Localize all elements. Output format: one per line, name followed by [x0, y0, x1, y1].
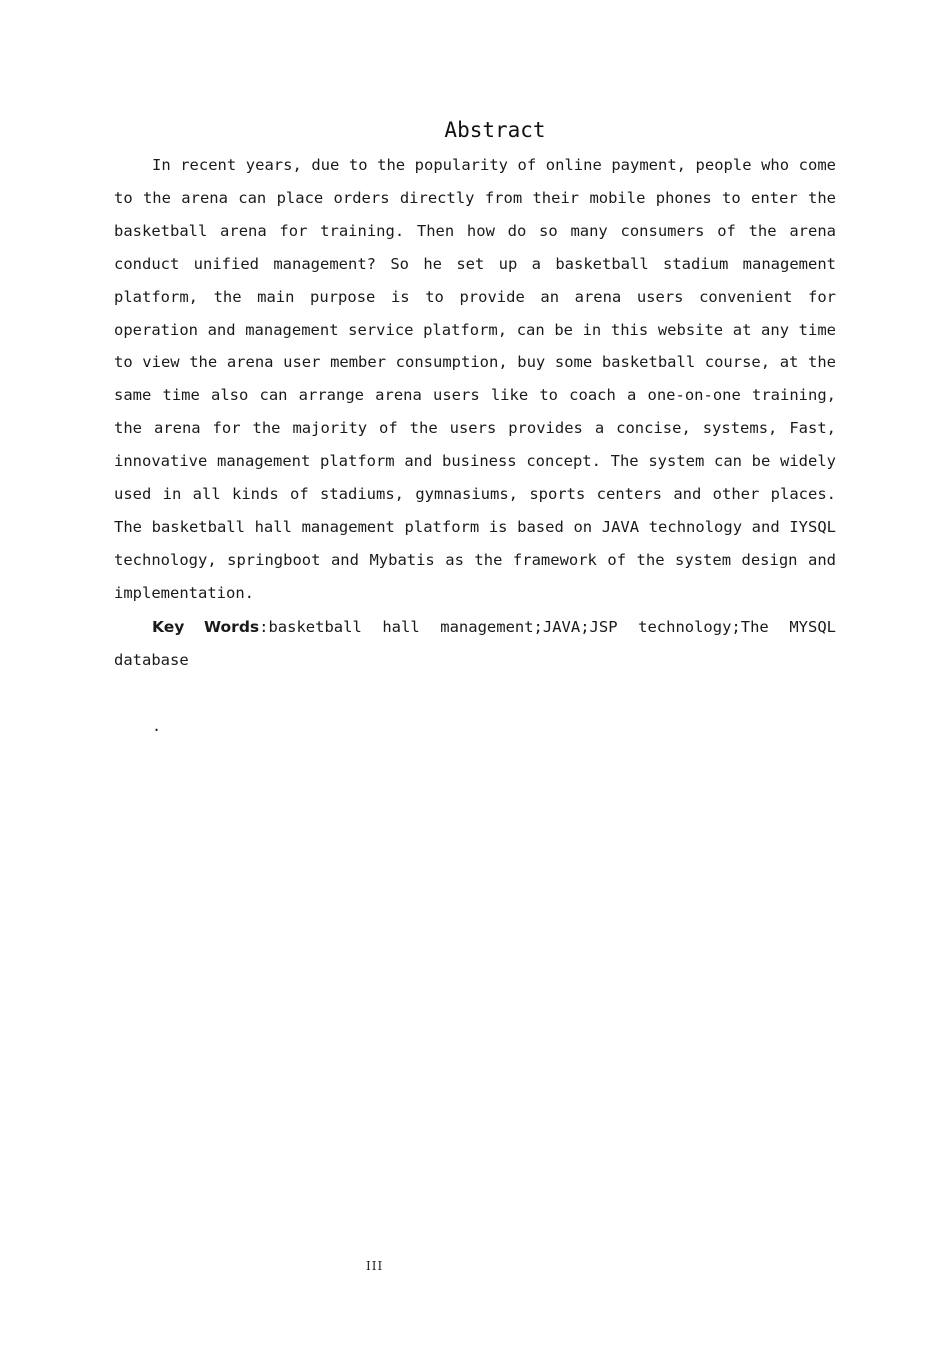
page-number: III — [366, 1259, 384, 1273]
keywords-label: Key Words — [152, 618, 260, 636]
keywords-paragraph — [114, 611, 836, 677]
keywords-text: :basketball hall management;JAVA;JSP technology;The MYSQL database — [114, 618, 836, 669]
page-title: Abstract — [444, 118, 546, 142]
stray-mark: . — [152, 717, 162, 735]
abstract-paragraph: In recent years, due to the popularity of online payment, people who come to the arena can place orders directly from their mobile phones to enter the basketball arena for training. Then how do so many consumers of the arena conduct unified management? So he set up a basketball stadium management platform, the main purpose is to provide an arena users convenient for operation and management service platform, can be in this website at any time to view the arena user member consumption, buy some basketball course, at the same time also can arrange arena users like to coach a one-on-one training, the arena for the majority of the users provides a concise, systems, Fast, innovative management platform and business concept. The system can be widely used in all kinds of stadiums, gymnasiums, sports centers and other places. The basketball hall management platform is based on JAVA technology and IYSQL technology, springboot and Mybatis as the framework of the system design and implementation. — [114, 156, 836, 602]
